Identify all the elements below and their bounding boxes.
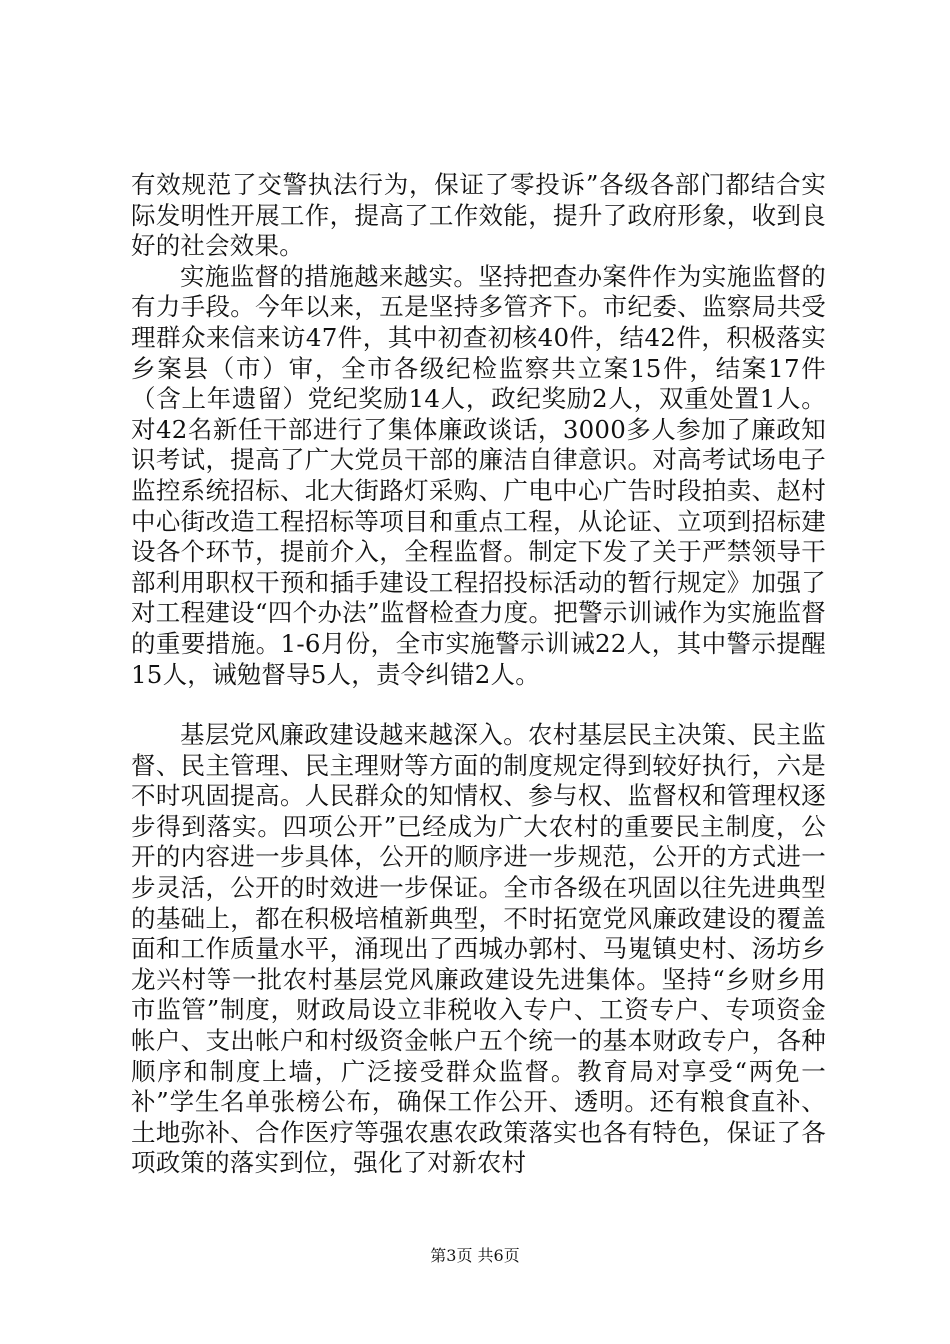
paragraph-2: 实施监督的措施越来越实。坚持把查办案件作为实施监督的有力手段。今年以来，五是坚持多管齐下。市纪委、监察局共受理群众来信来访47件，其中初查初核40件，结42件，积极落实乡案县（市）审，全市各级纪检监察共立案15件，结案17件（含上年遗留）党纪奖励14人，政纪奖励2人，双重处置1人。对42名新任干部进行了集体廉政谈话，3000多人参加了廉政知识考试，提高了广大党员干部的廉洁自律意识。对高考试场电子监控系统招标、北大街路灯采购、广电中心广告时段拍卖、赵村中心街改造工程招标等项目和重点工程，从论证、立项到招标建设各个环节，提前介入，全程监督。制定下发了关于严禁领导干部利用职权干预和插手建设工程招投标活动的暂行规定》加强了对工程建设“四个办法”监督检查力度。把警示训诫作为实施监督的重要措施。1-6月份，全市实施警示训诫22人，其中警示提醒15人，诫勉督导5人，责令纠错2人。 — [131, 261, 826, 689]
paragraph-1: 有效规范了交警执法行为，保证了零投诉”各级各部门都结合实际发明性开展工作，提高了工作效能，提升了政府形象，收到良好的社会效果。 — [131, 170, 826, 261]
paragraph-3: 基层党风廉政建设越来越深入。农村基层民主决策、民主监督、民主管理、民主理财等方面的制度规定得到较好执行，六是不时巩固提高。人民群众的知情权、参与权、监督权和管理权逐步得到落实。四项公开”已经成为广大农村的重要民主制度，公开的内容进一步具体，公开的顺序进一步规范，公开的方式进一步灵活，公开的时效进一步保证。全市各级在巩固以往先进典型的基础上，都在积极培植新典型，不时拓宽党风廉政建设的覆盖面和工作质量水平，涌现出了西城办郭村、马嵬镇史村、汤坊乡龙兴村等一批农村基层党风廉政建设先进集体。坚持“乡财乡用市监管”制度，财政局设立非税收入专户、工资专户、专项资金帐户、支出帐户和村级资金帐户五个统一的基本财政专户，各种顺序和制度上墙，广泛接受群众监督。教育局对享受“两免一补”学生名单张榜公布，确保工作公开、透明。还有粮食直补、土地弥补、合作医疗等强农惠农政策落实也各有特色，保证了各项政策的落实到位，强化了对新农村 — [131, 720, 826, 1178]
page-number-footer: 第3页 共6页 — [430, 1246, 520, 1265]
document-body — [131, 170, 826, 1179]
